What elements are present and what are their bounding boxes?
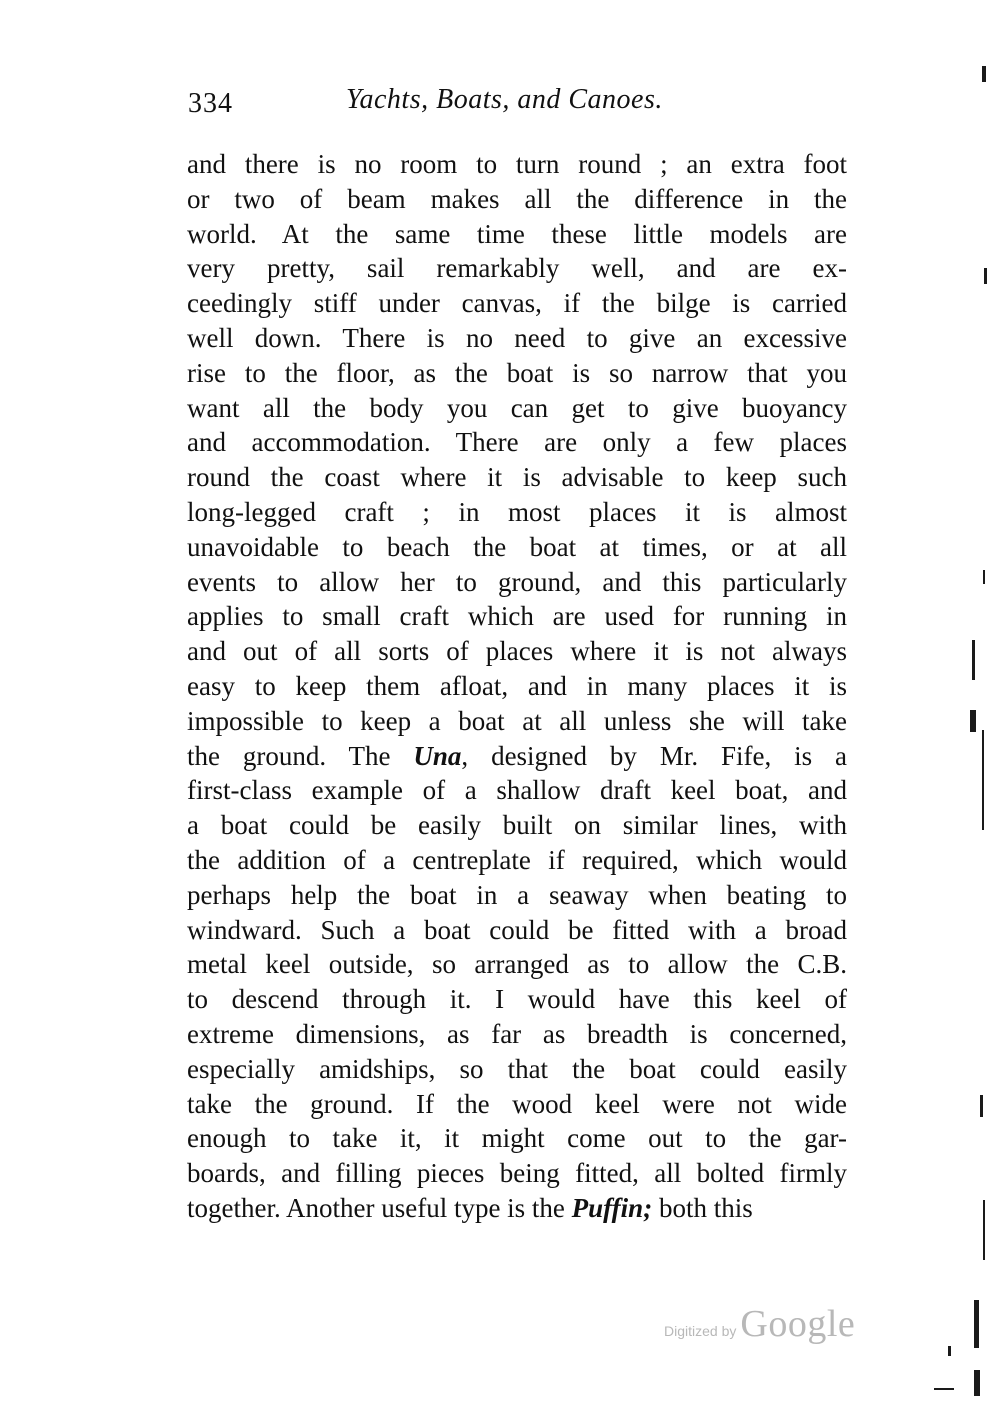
page-header xyxy=(188,84,708,128)
text-line: applies to small craft which are used for running in xyxy=(187,601,847,632)
scan-edge-mark xyxy=(948,1346,951,1356)
text-segment: together. Another useful type is the xyxy=(187,1192,572,1223)
text-line: enough to take it, it might come out to the gar- xyxy=(187,1123,847,1154)
text-line: long-legged craft ; in most places it is almost xyxy=(187,496,847,527)
text-line: events to allow her to ground, and this particularly xyxy=(187,566,847,597)
text-line: well down. There is no need to give an excessive xyxy=(187,322,847,353)
scan-edge-mark xyxy=(972,640,975,680)
google-logo: Google xyxy=(740,1303,856,1345)
text-line: take the ground. If the wood keel were not wide xyxy=(187,1088,847,1119)
body-text xyxy=(187,147,847,1226)
text-line: perhaps help the boat in a seaway when beating to xyxy=(187,879,847,910)
text-line: to descend through it. I would have this keel of xyxy=(187,984,847,1015)
text-line: the addition of a centreplate if required, which would xyxy=(187,844,847,875)
text-line: boards, and filling pieces being fitted, all bolted firmly xyxy=(187,1158,847,1189)
text-line: rise to the floor, as the boat is so narrow that you xyxy=(187,357,847,388)
scan-edge-mark xyxy=(980,1095,983,1117)
text-line: or two of beam makes all the difference in the xyxy=(187,183,847,214)
boat-name-una: Una xyxy=(413,740,462,771)
text-line: especially amidships, so that the boat could easily xyxy=(187,1053,847,1084)
text-line: windward. Such a boat could be fitted with a broad xyxy=(187,914,847,945)
text-segment: both this xyxy=(652,1192,753,1223)
text-line-puffin xyxy=(187,1191,847,1226)
text-line: a boat could be easily built on similar lines, with xyxy=(187,810,847,841)
scan-edge-mark xyxy=(982,66,986,82)
running-title: Yachts, Boats, and Canoes. xyxy=(346,84,663,115)
text-line: and there is no room to turn round ; an extra foot xyxy=(187,149,847,179)
text-line: very pretty, sail remarkably well, and are ex- xyxy=(187,253,847,284)
scan-edge-mark xyxy=(983,1200,985,1260)
scan-edge-mark xyxy=(982,730,984,830)
text-line: ceedingly stiff under canvas, if the bilge is carried xyxy=(187,288,847,319)
scan-edge-mark xyxy=(934,1388,954,1390)
text-line: world. At the same time these little models are xyxy=(187,218,847,249)
boat-name-puffin: Puffin; xyxy=(571,1192,653,1223)
text-line: unavoidable to beach the boat at times, or at all xyxy=(187,531,847,562)
scan-edge-mark xyxy=(984,268,987,284)
scan-edge-mark xyxy=(970,710,976,732)
watermark-prefix: Digitized by xyxy=(664,1323,737,1339)
text-line: first-class example of a shallow draft keel boat, and xyxy=(187,775,847,806)
text-line: and out of all sorts of places where it is not always xyxy=(187,636,847,667)
digitized-watermark xyxy=(664,1302,855,1346)
page-number: 334 xyxy=(188,88,233,119)
scan-edge-mark xyxy=(974,1300,979,1348)
text-segment: , designed by Mr. Fife, is a xyxy=(461,740,847,771)
text-line: impossible to keep a boat at all unless she will take xyxy=(187,705,847,736)
scan-edge-mark xyxy=(983,570,985,584)
text-line: extreme dimensions, as far as breadth is concerned, xyxy=(187,1018,847,1049)
scan-edge-mark xyxy=(974,1370,980,1396)
text-line: metal keel outside, so arranged as to allow the C.B. xyxy=(187,949,847,980)
text-line: easy to keep them afloat, and in many places it is xyxy=(187,670,847,701)
text-segment: the ground. The xyxy=(187,740,414,771)
text-line: and accommodation. There are only a few places xyxy=(187,427,847,458)
text-line: want all the body you can get to give buoyancy xyxy=(187,392,847,423)
text-line: round the coast where it is advisable to keep such xyxy=(187,462,847,493)
text-line-una xyxy=(187,739,847,774)
